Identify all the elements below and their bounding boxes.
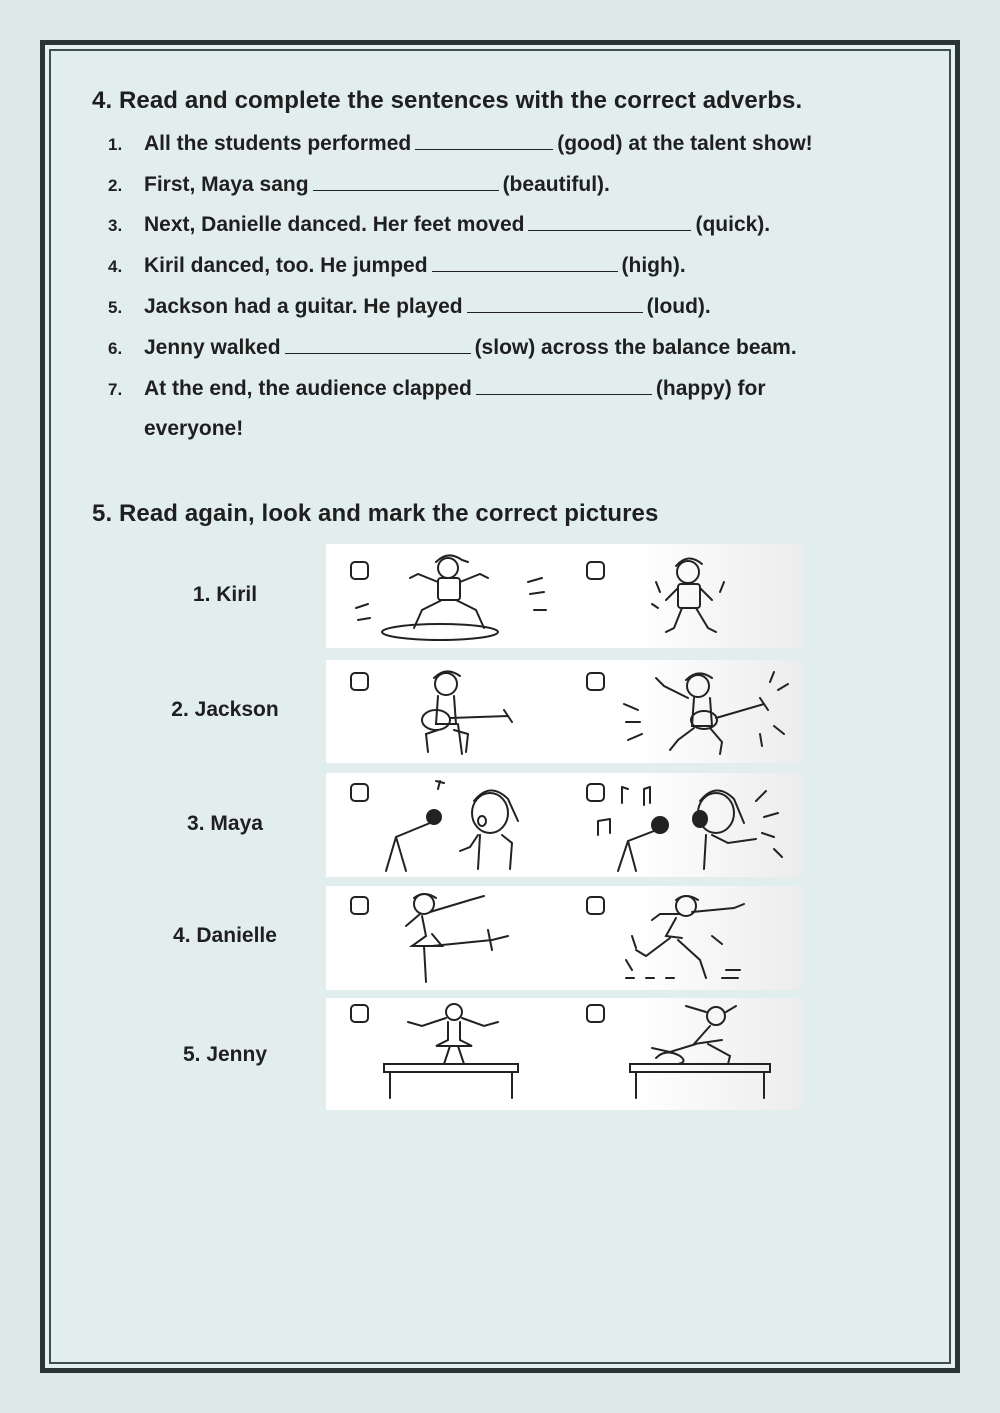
- checkbox-maya-left[interactable]: [350, 783, 369, 802]
- sentence-number: 5.: [108, 298, 123, 317]
- sentence-number: 1.: [108, 135, 123, 154]
- sentence-number: 7.: [108, 380, 123, 399]
- answer-blank[interactable]: [467, 294, 643, 313]
- girl-singing-beautifully-icon: [374, 777, 554, 873]
- row-label-danielle: 4. Danielle: [173, 924, 277, 947]
- boy-playing-guitar-quietly-icon: [396, 664, 526, 760]
- sentence-number: 3.: [108, 216, 123, 235]
- girl-dancing-quickly-icon: [622, 890, 752, 986]
- sentence-text-after: (good) at the talent show!: [557, 132, 813, 155]
- sentence-text-after: (high).: [621, 254, 686, 277]
- checkbox-danielle-right[interactable]: [586, 896, 605, 915]
- sentence-number: 2.: [108, 176, 123, 195]
- checkbox-jackson-right[interactable]: [586, 672, 605, 691]
- sentence-number: 6.: [108, 339, 123, 358]
- answer-blank[interactable]: [415, 131, 553, 150]
- girl-walking-slowly-on-beam-icon: [378, 1000, 528, 1104]
- sentence-text-after: (happy) for: [655, 377, 766, 400]
- sentence-text-before: First, Maya sang: [144, 173, 309, 196]
- picture-row-danielle: [326, 886, 802, 990]
- answer-blank[interactable]: [528, 212, 691, 231]
- sentence-text-before: Next, Danielle danced. Her feet moved: [144, 213, 525, 236]
- sentence-4: [108, 253, 908, 278]
- answer-blank[interactable]: [313, 172, 499, 191]
- section-4-title: 4. Read and complete the sentences with the correct adverbs.: [92, 87, 803, 114]
- answer-blank[interactable]: [432, 253, 618, 272]
- sentence-text-after: (slow) across the balance beam.: [474, 336, 797, 359]
- sentence-6: [108, 335, 908, 360]
- picture-row-jenny: [326, 998, 802, 1110]
- boy-jumping-high-icon: [348, 548, 558, 644]
- sentence-text-before: At the end, the audience clapped: [144, 377, 472, 400]
- sentence-number: 4.: [108, 257, 123, 276]
- picture-row-kiril: [326, 544, 802, 648]
- checkbox-jenny-right[interactable]: [586, 1004, 605, 1023]
- sentence-2: [108, 172, 908, 197]
- sentence-text-after: (beautiful).: [502, 173, 610, 196]
- checkbox-jackson-left[interactable]: [350, 672, 369, 691]
- sentence-1: [108, 131, 908, 156]
- checkbox-jenny-left[interactable]: [350, 1004, 369, 1023]
- sentence-5: [108, 294, 908, 319]
- sentence-3: [108, 212, 908, 237]
- sentence-text-after: (loud).: [646, 295, 711, 318]
- answer-blank[interactable]: [476, 376, 652, 395]
- sentence-text-before: Jenny walked: [144, 336, 281, 359]
- checkbox-kiril-right[interactable]: [586, 561, 605, 580]
- row-label-jenny: 5. Jenny: [182, 1043, 268, 1066]
- girl-singing-loudly-icon: [588, 777, 798, 873]
- girl-dancing-slowly-icon: [396, 890, 536, 986]
- sentence-text-before: Jackson had a guitar. He played: [144, 295, 463, 318]
- picture-row-jackson: [326, 660, 802, 763]
- sentence-text-before: All the students performed: [144, 132, 412, 155]
- sentence-text-before: Kiril danced, too. He jumped: [144, 254, 428, 277]
- answer-blank[interactable]: [285, 335, 471, 354]
- girl-running-on-beam-icon: [626, 1000, 776, 1104]
- row-label-jackson: 2. Jackson: [171, 698, 279, 721]
- boy-playing-guitar-loudly-icon: [614, 664, 794, 760]
- section-5-title: 5. Read again, look and mark the correct pictures: [92, 500, 659, 527]
- sentence-text-after: (quick).: [695, 213, 771, 236]
- row-label-kiril: 1. Kiril: [192, 583, 258, 606]
- boy-jumping-low-icon: [616, 548, 766, 644]
- picture-row-maya: [326, 773, 802, 877]
- checkbox-danielle-left[interactable]: [350, 896, 369, 915]
- row-label-maya: 3. Maya: [187, 812, 263, 835]
- sentence-7-continuation: everyone!: [144, 417, 244, 440]
- sentence-7: [108, 376, 908, 401]
